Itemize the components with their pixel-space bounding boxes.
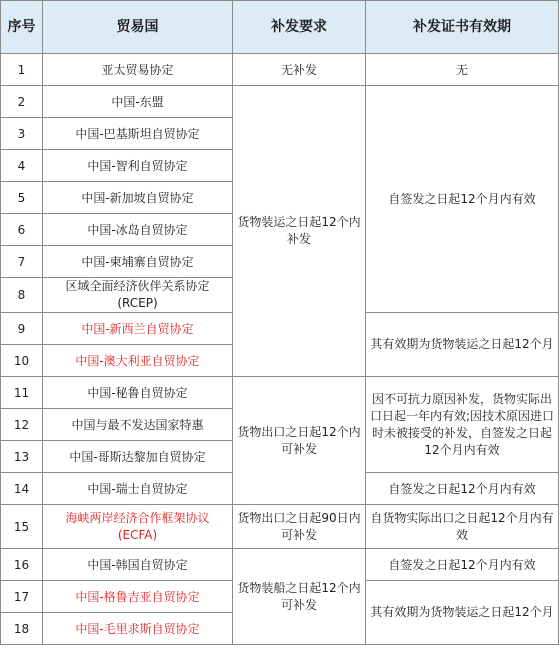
header-validity: 补发证书有效期 [366, 1, 559, 54]
merged-validity: 自签发之日起12个月内有效 [366, 549, 559, 581]
row-country: 中国-东盟 [43, 86, 233, 118]
row-requirement: 无补发 [233, 54, 366, 86]
row-no: 11 [1, 377, 43, 409]
header-no: 序号 [1, 1, 43, 54]
merged-requirement: 货物装运之日起12个内补发 [233, 86, 366, 377]
row-no: 7 [1, 246, 43, 278]
table-row [1, 505, 559, 549]
row-country: 海峡两岸经济合作框架协议 (ECFA) [43, 505, 233, 549]
header-requirement: 补发要求 [233, 1, 366, 54]
merged-validity: 因不可抗力原因补发，货物实际出口日起一年内有效;因技术原因进口时未被接受的补发，自签发之日起12个月内有效 [366, 377, 559, 473]
row-no: 1 [1, 54, 43, 86]
row-country: 中国-格鲁吉亚自贸协定 [43, 581, 233, 613]
row-country: 中国-秘鲁自贸协定 [43, 377, 233, 409]
row-no: 8 [1, 278, 43, 313]
row-country: 中国-澳大利亚自贸协定 [43, 345, 233, 377]
row-country: 亚太贸易协定 [43, 54, 233, 86]
table-row [1, 377, 559, 409]
merged-requirement: 货物装船之日起12个内可补发 [233, 549, 366, 645]
row-no: 13 [1, 441, 43, 473]
merged-validity: 其有效期为货物装运之日起12个月 [366, 581, 559, 645]
row-no: 14 [1, 473, 43, 505]
merged-requirement: 货物出口之日起12个内可补发 [233, 377, 366, 505]
row-no: 10 [1, 345, 43, 377]
row-no: 2 [1, 86, 43, 118]
table-row [1, 54, 559, 86]
row-country: 中国-智利自贸协定 [43, 150, 233, 182]
row-requirement: 货物出口之日起90日内可补发 [233, 505, 366, 549]
row-no: 16 [1, 549, 43, 581]
merged-validity: 自签发之日起12个月内有效 [366, 473, 559, 505]
row-country: 中国-毛里求斯自贸协定 [43, 613, 233, 645]
row-no: 17 [1, 581, 43, 613]
merged-validity: 其有效期为货物装运之日起12个月 [366, 313, 559, 377]
row-country: 中国-瑞士自贸协定 [43, 473, 233, 505]
table-row [1, 86, 559, 118]
row-no: 6 [1, 214, 43, 246]
row-country: 中国-冰岛自贸协定 [43, 214, 233, 246]
row-country: 中国-新西兰自贸协定 [43, 313, 233, 345]
row-no: 18 [1, 613, 43, 645]
row-country: 中国-哥斯达黎加自贸协定 [43, 441, 233, 473]
row-country: 中国-巴基斯坦自贸协定 [43, 118, 233, 150]
header-country: 贸易国 [43, 1, 233, 54]
row-country: 中国-韩国自贸协定 [43, 549, 233, 581]
merged-validity: 自签发之日起12个月内有效 [366, 86, 559, 313]
row-no: 15 [1, 505, 43, 549]
header-row [1, 1, 559, 54]
row-country: 中国-新加坡自贸协定 [43, 182, 233, 214]
table-row [1, 549, 559, 581]
row-no: 9 [1, 313, 43, 345]
row-country: 区域全面经济伙伴关系协定 (RCEP) [43, 278, 233, 313]
row-no: 3 [1, 118, 43, 150]
row-no: 12 [1, 409, 43, 441]
row-no: 5 [1, 182, 43, 214]
row-validity: 无 [366, 54, 559, 86]
row-country: 中国与最不发达国家特惠 [43, 409, 233, 441]
row-validity: 自货物实际出口之日起12个月内有效 [366, 505, 559, 549]
row-country: 中国-柬埔寨自贸协定 [43, 246, 233, 278]
row-no: 4 [1, 150, 43, 182]
